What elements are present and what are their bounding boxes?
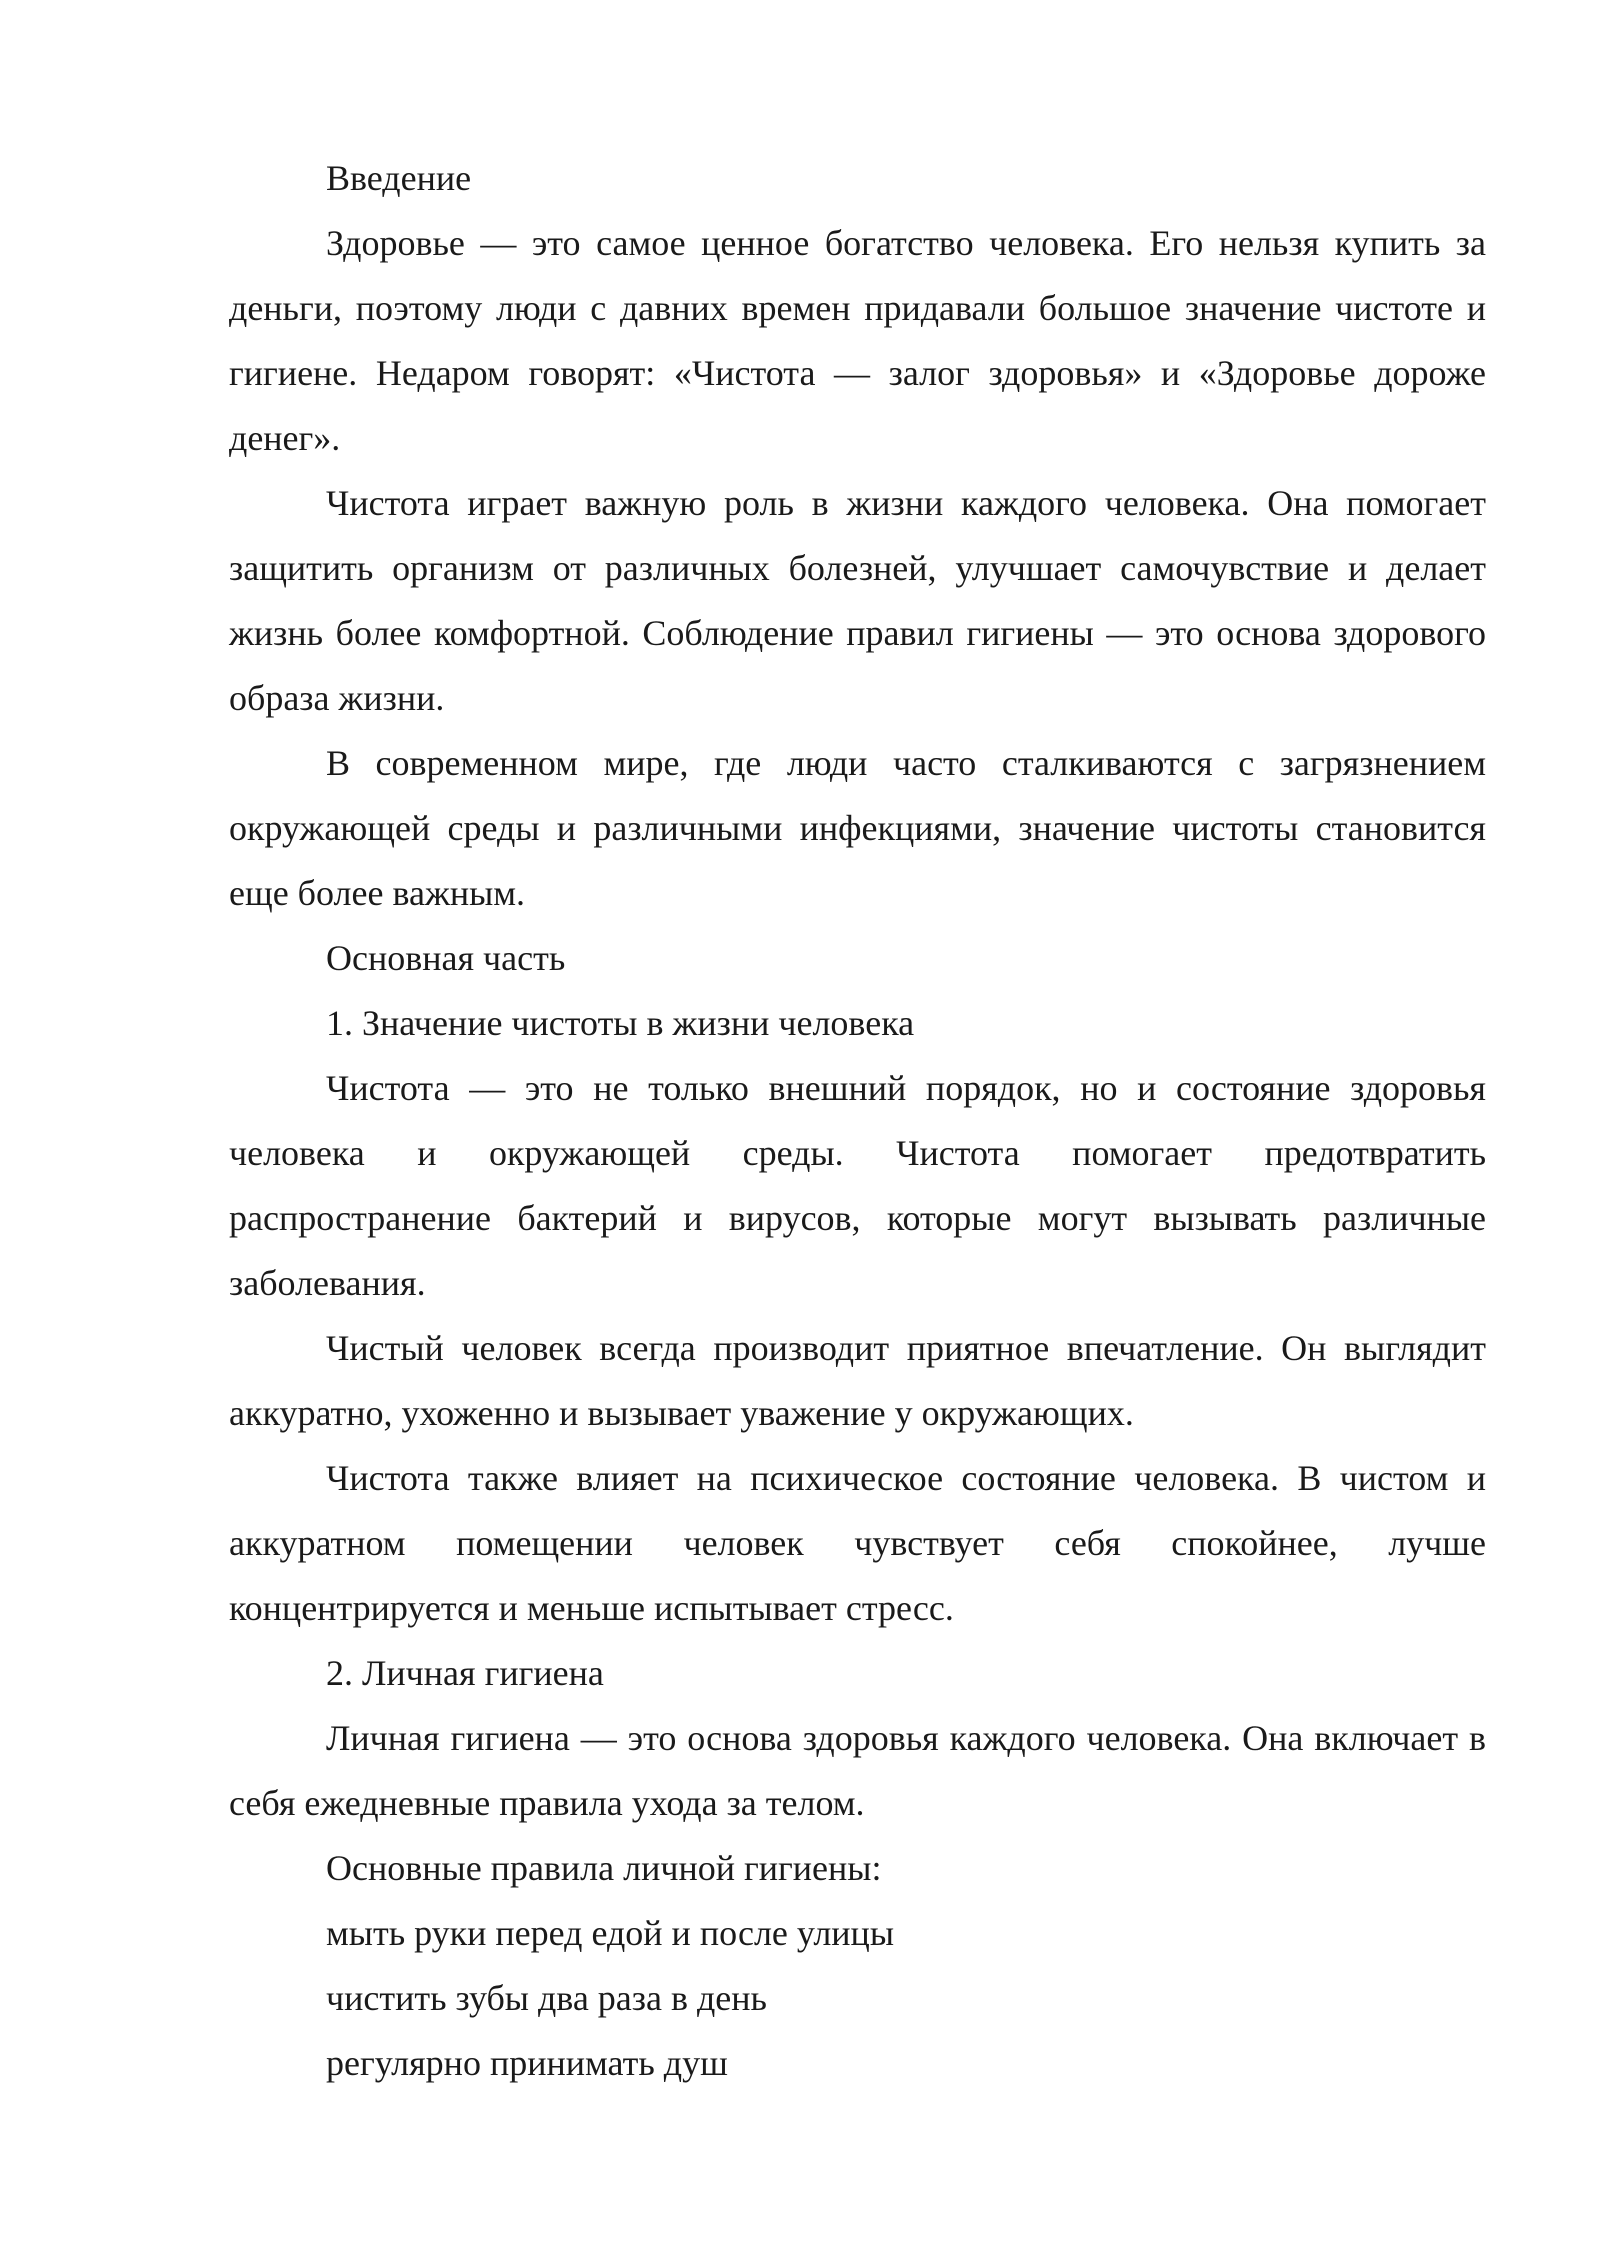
paragraph: Чистота также влияет на психическое состояние человека. В чистом и аккуратном помещении человек чувствует себя спокойнее, лучше концентрируется и меньше испытывает стресс. [229, 1458, 1486, 1628]
list-item: чистить зубы два раза в день [326, 1978, 767, 2018]
section-heading-main-part: Основная часть [326, 938, 566, 978]
subsection-heading-2: 2. Личная гигиена [326, 1653, 604, 1693]
paragraph: Здоровье — это самое ценное богатство человека. Его нельзя купить за деньги, поэтому люди с давних времен придавали большое значение чистоте и гигиене. Недаром говорят: «Чистота — залог здоровья» и «Здоровье дороже денег». [229, 223, 1486, 458]
paragraph: Чистота — это не только внешний порядок, но и состояние здоровья человека и окружающей среды. Чистота помогает предотвратить распространение бактерий и вирусов, которые могут вызывать различные заболевания. [229, 1068, 1486, 1303]
list-item: регулярно принимать душ [326, 2043, 728, 2083]
paragraph: В современном мире, где люди часто сталкиваются с загрязнением окружающей среды и различными инфекциями, значение чистоты становится еще более важным. [229, 743, 1486, 913]
document-body [229, 146, 1486, 2096]
section-heading-introduction: Введение [326, 158, 472, 198]
rules-list-heading: Основные правила личной гигиены: [326, 1848, 882, 1888]
paragraph: Чистота играет важную роль в жизни каждого человека. Она помогает защитить организм от различных болезней, улучшает самочувствие и делает жизнь более комфортной. Соблюдение правил гигиены — это основа здорового образа жизни. [229, 483, 1486, 718]
list-item: мыть руки перед едой и после улицы [326, 1913, 895, 1953]
paragraph: Личная гигиена — это основа здоровья каждого человека. Она включает в себя ежедневные правила ухода за телом. [229, 1718, 1486, 1823]
paragraph: Чистый человек всегда производит приятное впечатление. Он выглядит аккуратно, ухоженно и вызывает уважение у окружающих. [229, 1328, 1486, 1433]
subsection-heading-1: 1. Значение чистоты в жизни человека [326, 1003, 915, 1043]
